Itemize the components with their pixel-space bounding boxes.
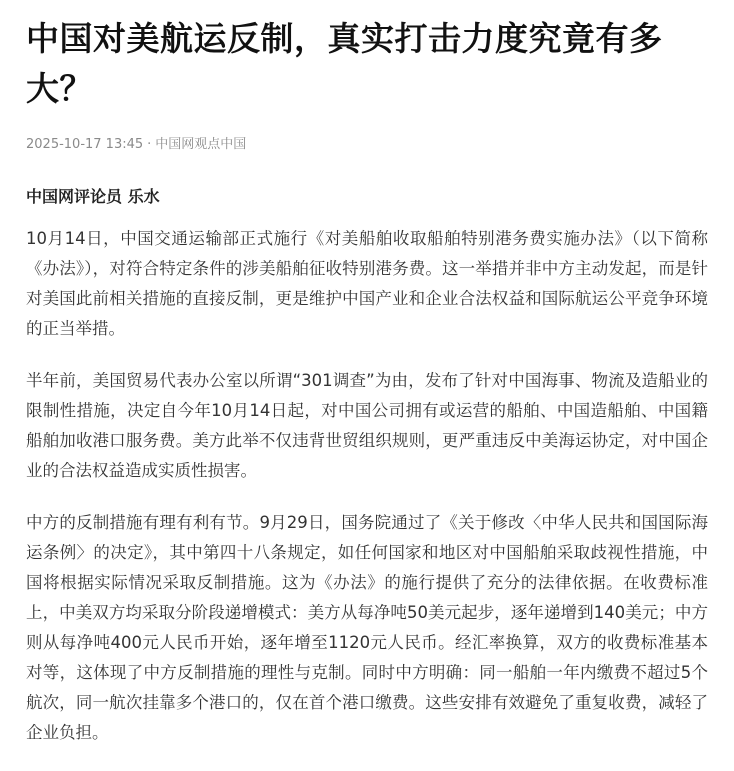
publish-date: 2025-10-17 13:45 [26,137,144,152]
paragraph-3: 中方的反制措施有理有利有节。9月29日，国务院通过了《关于修改〈中华人民共和国国际海运条例〉的决定》，其中第四十八条规定，如任何国家和地区对中国船舶采取歧视性措施，中国将根据实际情况采取反制措施。这为《办法》的施行提供了充分的法律依据。在收费标准上，中美双方均采取分阶段递增模式：美方从每净吨50美元起步，逐年递增到140美元；中方则从每净吨400元人民币开始，逐年增至1120元人民币。经汇率换算，双方的收费标准基本对等，这体现了中方反制措施的理性与克制。同时中方明确：同一船舶一年内缴费不超过5个航次，同一航次挂靠多个港口的，仅在首个港口缴费。这些安排有效避免了重复收费，减轻了企业负担。 [26,513,708,742]
article-meta [26,136,708,154]
author-byline: 中国网评论员 乐水 [26,187,160,206]
paragraph-1: 10月14日，中国交通运输部正式施行《对美船舶收取船舶特别港务费实施办法》（以下简称《办法》），对符合特定条件的涉美船舶征收特别港务费。这一举措并非中方主动发起，而是针对美国此前相关措施的直接反制，更是维护中国产业和企业合法权益和国际航运公平竞争环境的正当举措。 [26,229,708,338]
article-title: 中国对美航运反制，真实打击力度究竟有多大？ [26,19,663,108]
paragraph-2: 半年前，美国贸易代表办公室以所谓“301调查”为由，发布了针对中国海事、物流及造船业的限制性措施，决定自今年10月14日起，对中国公司拥有或运营的船舶、中国造船舶、中国籍船舶加收港口服务费。美方此举不仅违背世贸组织规则，更严重违反中美海运协定，对中国企业的合法权益造成实质性损害。 [26,371,708,480]
meta-separator: · [147,137,152,152]
source-name: 中国网观点中国 [155,137,247,152]
